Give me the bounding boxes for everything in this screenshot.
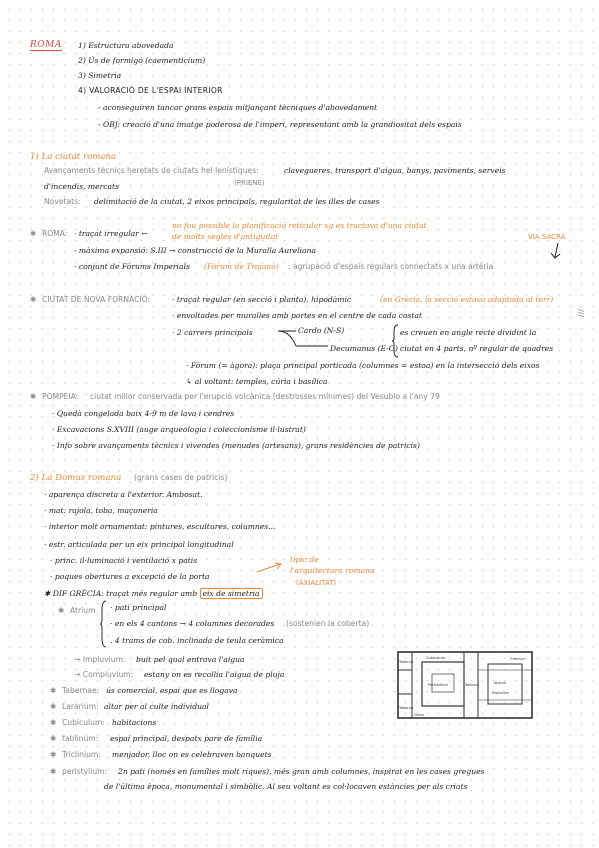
roma-1: · traçat irregular ← — [74, 229, 148, 238]
atrium-2b: (sostenien la coberta) — [286, 619, 370, 628]
star-icon: ✱ — [58, 606, 65, 615]
plan-label-culina: Culina — [414, 713, 424, 717]
cn-4: · Fòrum (= àgora): plaça principal porticada (columnes = estoa) en la intersecció dels eixos — [186, 361, 540, 370]
triclinium-text: menjador, lloc on es celebraven banquets — [112, 750, 272, 759]
star-icon: ✱ — [50, 734, 57, 743]
cn-1b: (en Grècia, la secció estava adaptada al terr) — [380, 295, 554, 304]
domus-l3: · interior molt ornamentat: pintures, escultures, columnes... — [44, 522, 276, 531]
peristylium-text-2: de l'última època, monumental i simbòlic. Al seu voltant es col·locaven estàncies per als criats — [104, 782, 468, 791]
via-sacra: VIA SACRA — [528, 233, 566, 241]
tabernae-text: ús comercial, espai que es llogava — [106, 686, 238, 695]
roma-3b: (Fòrum de Trajano) — [204, 262, 279, 271]
pompeia-3: · Info sobre avançaments tècnics i vivendes (menudes (artesans), grans residències de patricis) — [52, 441, 420, 450]
s1-l1: Avançaments tècnics heretats de ciutats hel·lenístiques: — [44, 166, 259, 175]
roma-sub-2: - OBJ: creació d'una imatge poderosa de l'imperi, representant amb la grandiositat dels espais — [98, 120, 462, 129]
plan-label-atrium: Atrium — [494, 681, 507, 685]
s1-l3: Novetats: — [44, 197, 81, 206]
dif-box: eix de simetria — [200, 588, 263, 599]
cn-3c: ciutat en 4 parts, nº regular de quadres — [400, 344, 554, 353]
arrow-right-icon — [256, 560, 286, 576]
arrow-down-icon — [548, 242, 562, 262]
roma-3: · conjunt de Fòrums Imperials — [74, 262, 190, 271]
domus-l1: · aparença discreta a l'exterior. Ambosat. — [44, 490, 203, 499]
bracket-icon — [392, 324, 400, 358]
cn-3b: es creuen en angle recte dividint la — [400, 328, 537, 337]
tablinum-label: tablinum: — [62, 734, 99, 743]
roma-3c: : agrupació d'espais regulars connectats x una artèria — [288, 262, 494, 271]
pompeia-text: ciutat millor conservada per l'erupció volcànica (destrosses mínimes) del Vesubio a l'any 79 — [90, 392, 440, 401]
margin-note: /// — [576, 308, 586, 318]
section-2-title: 2) La Domus romana — [30, 473, 122, 483]
cn-5: ↳ al voltant: temples, cúria i basílica — [186, 377, 328, 386]
branch-arrow-icon — [276, 326, 332, 352]
s1-l3b: delimitació de la ciutat, 2 eixos principals, regularitat de les illes de cases — [94, 197, 380, 206]
star-icon: ✱ — [50, 686, 57, 695]
plan-label-taberna-2: Taberna — [399, 706, 414, 710]
compluvium-text: estany on es recollia l'aigua de pluja — [144, 670, 285, 679]
plan-label-triclinium: Triclinium — [510, 657, 526, 661]
plan-label-tablinum: Tablinum — [465, 683, 480, 687]
tabernae-label: Tabernae: — [62, 686, 100, 695]
star-icon: ✱ — [44, 589, 53, 598]
star-icon: ✱ — [50, 702, 57, 711]
pompeia-label: POMPEIA: — [42, 392, 79, 401]
cn-1: · traçat regular (en secció i planta), hipodàmic — [172, 295, 352, 304]
triclinium-label: Triclinium: — [62, 750, 101, 759]
section-1-title: 1) La ciutat romana — [30, 152, 117, 162]
domus-l6: · poques obertures a excepció de la porta — [50, 572, 210, 581]
cardo: Cardo (N-S) — [298, 326, 345, 335]
impluvium-label: → Impluvium: — [74, 655, 126, 664]
plan-label-taberna: Taberna — [399, 660, 414, 664]
roma-item-3: 3) Simetria — [78, 71, 122, 80]
atrium-label: Atrium — [70, 606, 96, 615]
roma-sub-1: - aconseguiren tancar grans espais mitjançant tècniques d'abovedament — [98, 103, 378, 112]
cn-3: · 2 carrers principals — [172, 328, 253, 337]
compluvium-label: → Compluvium: — [74, 670, 134, 679]
tipic-2: l'arquitectura romana — [290, 566, 375, 575]
dif-text: DIF GRÈCIA: traçat més regular amb — [52, 589, 198, 598]
page-title: ROMA — [30, 40, 62, 50]
s1-l1b: clavegueres, transport d'aigua, banys, paviments, serveis — [284, 166, 506, 175]
s1-l2: d'incendis, mercats — [44, 182, 119, 191]
roma-label: ROMA: — [42, 229, 68, 238]
plan-label-peristylium: Peristylium — [428, 683, 448, 687]
cubiculum-text: habitacions — [112, 718, 157, 727]
bracket-icon — [100, 600, 108, 648]
s1-priene: (PRIENE) — [234, 179, 265, 187]
lararium-label: Lararium: — [62, 702, 99, 711]
impluvium-text: buit pel qual entrava l'aigua — [136, 655, 245, 664]
star-icon: ✱ — [50, 718, 57, 727]
domus-dif — [44, 589, 263, 599]
star-icon: ✱ — [30, 392, 37, 401]
roma-2: · màxima expansió: S.III → construcció de la Muralla Aureliana — [74, 246, 317, 255]
section-2-subtitle: (grans cases de patricis) — [134, 473, 228, 482]
cubiculum-label: Cubiculum: — [62, 718, 105, 727]
domus-l4: · estr. articulada per un eix principal longitudinal — [44, 540, 234, 549]
star-icon: ✱ — [30, 229, 37, 238]
pompeia-1: · Quedà congelada baix 4-9 m de lava i cendres — [52, 409, 235, 418]
tablinum-text: espai principal, despatx pare de família — [110, 734, 263, 743]
atrium-1: · pati principal — [110, 603, 167, 612]
star-icon: ✱ — [50, 767, 57, 776]
star-icon: ✱ — [50, 750, 57, 759]
peristylium-text: 2n pati (només en famílies molt riques), més gran amb columnes, inspirat en les cases gregues — [118, 767, 485, 776]
peristylium-label: peristylium: — [62, 767, 108, 776]
star-icon: ✱ — [30, 295, 37, 304]
cn-2: · envoltades per muralles amb portes en el centre de cada costat — [172, 311, 423, 320]
atrium-3: . 4 trams de cob. inclinada de teula ceràmica — [110, 636, 284, 645]
domus-floor-plan — [392, 646, 538, 732]
cn-label: CIUTAT DE NOVA FORNACIÓ: — [42, 295, 151, 304]
roma-item-1: 1) Estructura abovedada — [78, 41, 174, 50]
roma-item-4: 4) VALORACIÓ DE L'ESPAI INTERIOR — [78, 86, 223, 95]
pompeia-2: · Excavacions S.XVIII (auge arqueologia i coleccionisme il·lustrat) — [52, 425, 306, 434]
decumanus: Decumanus (E-O) — [330, 344, 398, 353]
plan-label-cubiculum: Cubiculum — [426, 656, 446, 660]
domus-l2: · mat: rajola, toba, maçoneria — [44, 506, 158, 515]
atrium-2: · en els 4 cantons → 4 columnes decorades — [110, 619, 275, 628]
roma-note-1: no fou possible la planificació reticular xq es tractava d'una ciutat — [172, 221, 427, 230]
plan-label-impluvium: Impluvium — [492, 691, 509, 695]
lararium-text: altar per al culte individual — [104, 702, 209, 711]
tipic-1: típic de — [290, 555, 319, 564]
roma-note-2: de molts segles d'antiguitat — [172, 232, 279, 241]
roma-item-2: 2) Ús de formigó (caementicium) — [78, 56, 206, 65]
tipic-3: (AXIALITAT) — [296, 579, 337, 587]
domus-l5: · princ. il·luminació i ventilació x patis — [50, 556, 198, 565]
